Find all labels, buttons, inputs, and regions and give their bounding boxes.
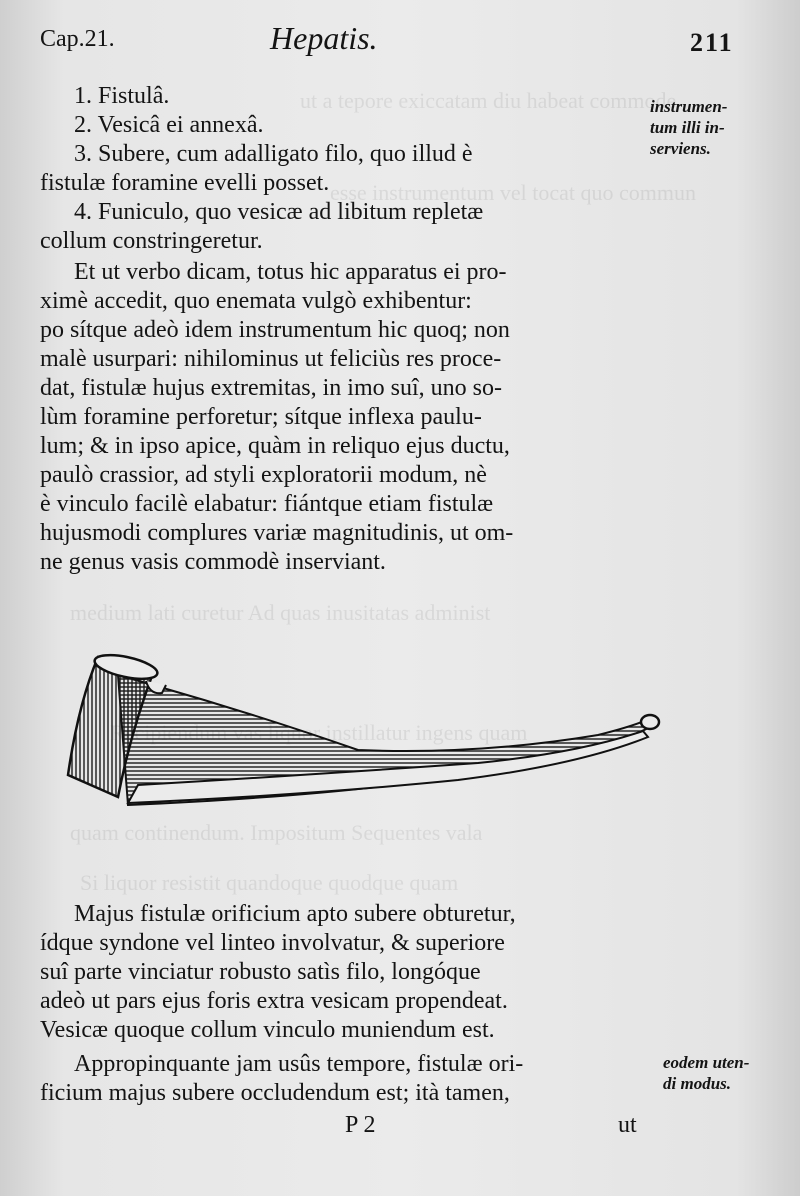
text-line: malè usurpari: nihilominus ut feliciùs res proce- [40, 346, 502, 372]
page-number: 211 [690, 28, 734, 57]
text-line: lùm foramine perforetur; sítque inflexa paulu- [40, 404, 482, 430]
text-line: Majus fistulæ orificium apto subere obturetur, [74, 901, 516, 927]
text-line: ximè accedit, quo enemata vulgò exhibentur: [40, 288, 472, 314]
list-item-continuation: collum constringeretur. [40, 228, 263, 254]
text-line: paulò crassior, ad styli exploratorii modum, nè [40, 462, 487, 488]
margin-note-line: eodem uten- [663, 1053, 750, 1072]
text-line: Vesicæ quoque collum vinculo muniendum est. [40, 1017, 495, 1043]
paragraph [40, 900, 640, 1045]
show-through-text: Si liquor resistit quandoque quodque quam [80, 870, 459, 895]
signature-mark: P 2 [345, 1112, 376, 1138]
paragraph [40, 1050, 640, 1108]
margin-note [650, 96, 727, 159]
text-line: ficium majus subere occludendum est; ità tamen, [40, 1080, 510, 1106]
text-line: adeò ut pars ejus foris extra vesicam propendeat. [40, 988, 508, 1014]
syringe-tube-illustration [58, 645, 668, 815]
show-through-text: Recipiendum vas liquor instillatur ingens quam [110, 720, 528, 745]
margin-note-line: tum illi in- [650, 118, 725, 137]
text-line: dat, fistulæ hujus extremitas, in imo suî, uno so- [40, 375, 502, 401]
margin-note-line: serviens. [650, 139, 711, 158]
numbered-list [40, 82, 640, 256]
text-line: Et ut verbo dicam, totus hic apparatus ei pro- [74, 259, 507, 285]
show-through-text: esse instrumentum vel tocat quo commun [330, 180, 696, 205]
text-line: ne genus vasis commodè inserviant. [40, 549, 386, 575]
chapter-label: Cap.21. [40, 26, 115, 52]
text-line: po sítque adeò idem instrumentum hic quoq; non [40, 317, 510, 343]
text-line: ídque syndone vel linteo involvatur, & superiore [40, 930, 505, 956]
text-line: lum; & in ipso apice, quàm in reliquo ejus ductu, [40, 433, 510, 459]
text-line: suî parte vinciatur robusto satìs filo, longóque [40, 959, 481, 985]
show-through-text: medium lati curetur Ad quas inusitatas administ [70, 600, 491, 625]
text-line: hujusmodi complures variæ magnitudinis, ut om- [40, 520, 514, 546]
catchword: ut [618, 1112, 637, 1138]
list-item-continuation: fistulæ foramine evelli posset. [40, 170, 330, 196]
show-through-text: quam continendum. Impositum Sequentes vala [70, 820, 483, 845]
list-item: 3. Subere, cum adalligato filo, quo illud è [74, 141, 473, 167]
list-item: 4. Funiculo, quo vesicæ ad libitum repletæ [74, 199, 484, 225]
margin-note-line: instrumen- [650, 97, 728, 116]
running-title: Hepatis. [270, 20, 378, 56]
margin-note [663, 1052, 749, 1094]
tube-tip [641, 715, 659, 729]
show-through-text: ut a tepore exiccatam diu habeat commode [300, 88, 677, 113]
text-line: è vinculo facilè elabatur: fiántque etiam fistulæ [40, 491, 494, 517]
margin-note-line: di modus. [663, 1074, 732, 1093]
paragraph [40, 258, 640, 577]
list-item: 1. Fistulâ. [74, 83, 170, 109]
list-item: 2. Vesicâ ei annexâ. [74, 112, 264, 138]
text-line: Appropinquante jam usûs tempore, fistulæ ori- [74, 1051, 524, 1077]
